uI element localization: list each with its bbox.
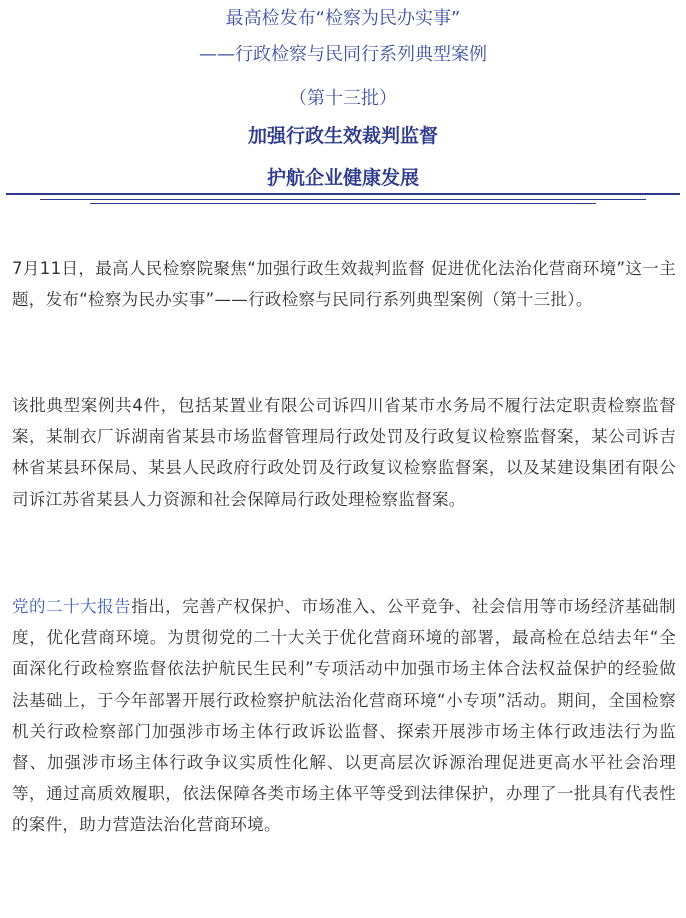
header-line-3: （第十三批）: [289, 88, 397, 109]
header-divider-thick: [6, 193, 680, 195]
header-line-1: 最高检发布“检察为民办实事”: [225, 8, 461, 29]
paragraph-1: 7月11日，最高人民检察院聚焦“加强行政生效裁判监督 促进优化法治化营商环境”这一主题，发布“检察为民办实事”——行政检察与民同行系列典型案例（第十三批）。: [12, 259, 676, 310]
header-divider-thin-2: [90, 203, 596, 204]
header-divider-thin-1: [40, 199, 646, 200]
header-title-2: 护航企业健康发展: [266, 167, 419, 189]
paragraph-3-text: 指出，完善产权保护、市场准入、公平竞争、社会信用等市场经济基础制度，优化营商环境。为贯彻党的二十大关于优化营商环境的部署，最高检在总结去年“全面深化行政检察监督依法护航民生民利”专项活动中加强市场主体合法权益保护的经验做法基础上，于今年部署开展行政检察护航法治化营商环境“小专项”活动。期间，全国检察机关行政检察部门加强涉市场主体行政诉讼监督、探索开展涉市场主体行政违法行为监督、加强涉市场主体行政争议实质性化解、以更高层次诉源治理促进更高水平社会治理等，通过高质效履职，依法保障各类市场主体平等受到法律保护，办理了一批具有代表性的案件，助力营造法治化营商环境。: [12, 597, 676, 835]
report-link[interactable]: 党的二十大报告: [12, 597, 132, 616]
header-title-1: 加强行政生效裁判监督: [247, 125, 438, 147]
header-line-2: ——行政检察与民同行系列典型案例: [199, 44, 487, 65]
paragraph-3: [12, 591, 676, 841]
paragraph-2: 该批典型案例共4件，包括某置业有限公司诉四川省某市水务局不履行法定职责检察监督案，某制衣厂诉湖南省某县市场监督管理局行政处罚及行政复议检察监督案，某公司诉吉林省某县环保局、某县人民政府行政处罚及行政复议检察监督案，以及某建设集团有限公司诉江苏省某县人力资源和社会保障局行政处理检察监督案。: [12, 396, 676, 509]
